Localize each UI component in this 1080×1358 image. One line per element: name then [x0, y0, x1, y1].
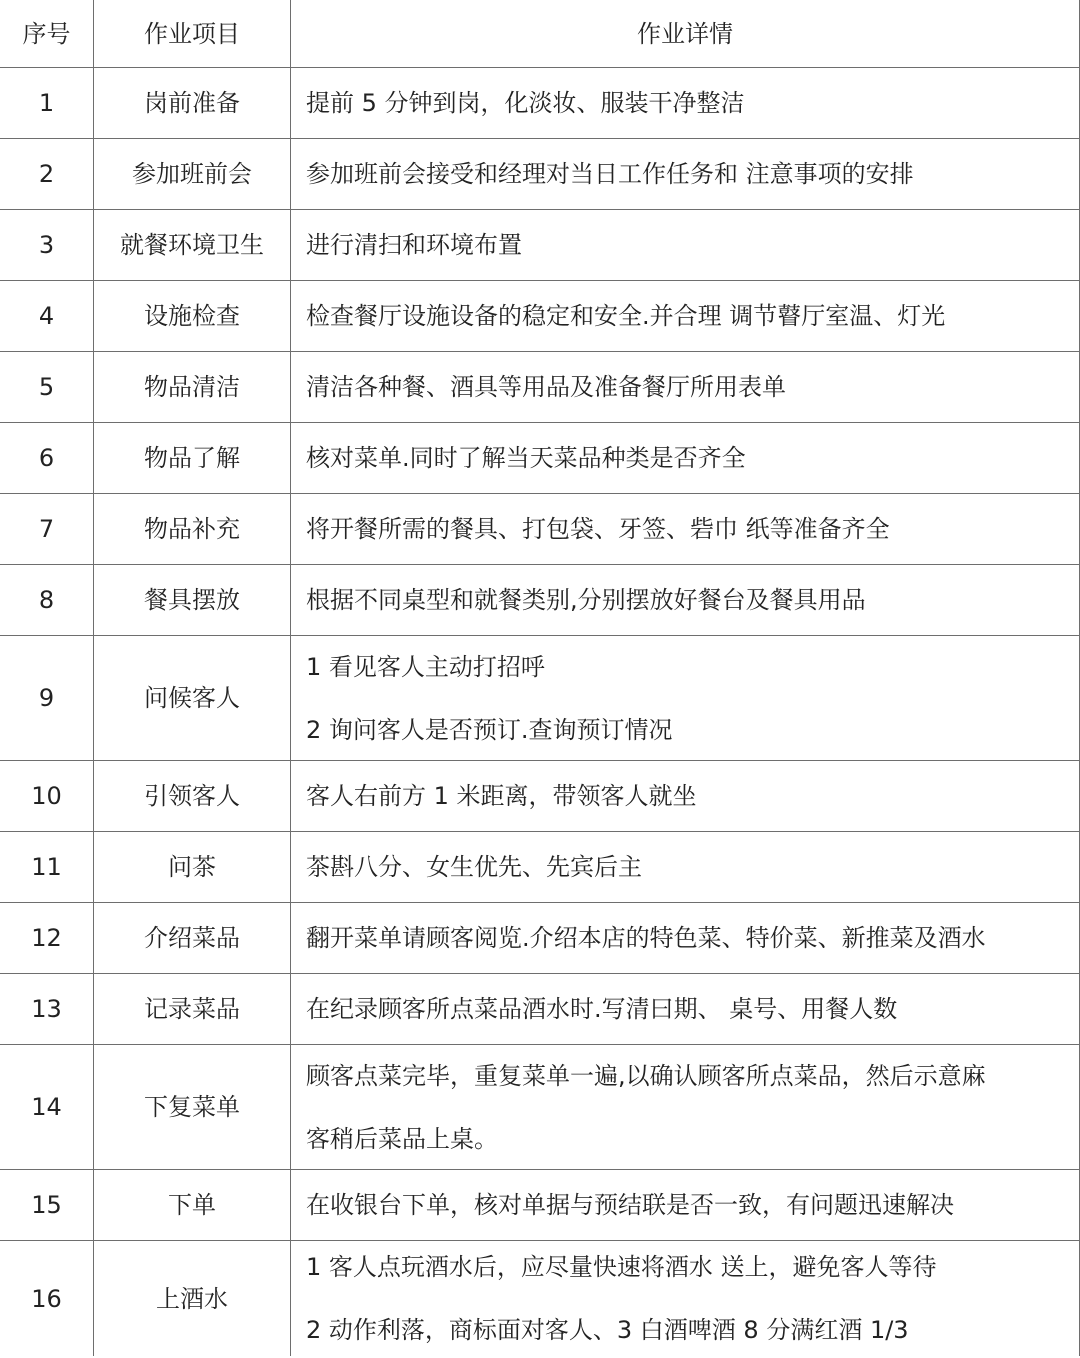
table-row	[0, 761, 1080, 832]
table-row	[0, 68, 1080, 139]
row-detail	[291, 832, 1080, 903]
row-detail	[291, 1045, 1080, 1170]
row-detail	[291, 352, 1080, 423]
row-number: 8	[0, 565, 94, 636]
row-detail	[291, 139, 1080, 210]
row-number: 4	[0, 281, 94, 352]
row-detail	[291, 68, 1080, 139]
table-row	[0, 1170, 1080, 1241]
row-number: 6	[0, 423, 94, 494]
row-item: 记录菜品	[94, 974, 291, 1045]
row-number: 12	[0, 903, 94, 974]
detail-line: 2 动作利落，商标面对客人、3 白酒啤酒 8 分满红酒 1/3	[306, 1316, 909, 1344]
table-row	[0, 494, 1080, 565]
detail-line: 根据不同桌型和就餐类别,分别摆放好餐台及餐具用品	[306, 586, 866, 614]
row-item: 设施检查	[94, 281, 291, 352]
detail-line: 翻开菜单请顾客阅览.介绍本店的特色菜、特价菜、新推菜及酒水	[306, 924, 986, 952]
row-item: 餐具摆放	[94, 565, 291, 636]
detail-line: 在收银台下单，核对单据与预结联是否一致，有问题迅速解决	[306, 1191, 954, 1219]
row-item: 物品补充	[94, 494, 291, 565]
detail-line: 顾客点菜完毕，重复菜单一遍,以确认顾客所点菜品，然后示意麻	[306, 1061, 986, 1090]
row-number: 7	[0, 494, 94, 565]
row-detail	[291, 636, 1080, 761]
detail-line: 1 客人点玩酒水后，应尽量快速将酒水 送上，避免客人等待	[306, 1253, 937, 1281]
table-row	[0, 1241, 1080, 1357]
table-row	[0, 423, 1080, 494]
table-row	[0, 974, 1080, 1045]
detail-line: 客稍后菜品上桌。	[306, 1124, 498, 1153]
header-no: 序号	[0, 0, 94, 68]
table-row	[0, 636, 1080, 761]
row-number: 1	[0, 68, 94, 139]
detail-line: 客人右前方 1 米距离，带领客人就坐	[306, 782, 697, 810]
row-detail	[291, 565, 1080, 636]
row-item: 物品了解	[94, 423, 291, 494]
detail-line: 将开餐所需的餐具、打包袋、牙签、砦巾 纸等准备齐全	[306, 515, 890, 543]
table-row	[0, 565, 1080, 636]
table-row	[0, 210, 1080, 281]
row-detail	[291, 761, 1080, 832]
detail-line: 茶斟八分、女生优先、先宾后主	[306, 853, 642, 881]
row-number: 10	[0, 761, 94, 832]
row-number: 14	[0, 1045, 94, 1170]
row-number: 13	[0, 974, 94, 1045]
detail-line: 进行清扫和环境布置	[306, 231, 522, 259]
row-detail	[291, 1170, 1080, 1241]
row-item: 引领客人	[94, 761, 291, 832]
row-item: 就餐环境卫生	[94, 210, 291, 281]
detail-line: 核对菜单.同时了解当天菜品种类是否齐全	[306, 444, 746, 472]
row-number: 5	[0, 352, 94, 423]
table-row	[0, 139, 1080, 210]
row-item: 下复菜单	[94, 1045, 291, 1170]
row-item: 物品清洁	[94, 352, 291, 423]
detail-line: 清洁各种餐、酒具等用品及准备餐厅所用表单	[306, 373, 786, 401]
row-detail	[291, 903, 1080, 974]
row-detail	[291, 210, 1080, 281]
row-number: 15	[0, 1170, 94, 1241]
row-item: 上酒水	[94, 1241, 291, 1357]
header-item: 作业项目	[94, 0, 291, 68]
table-row	[0, 352, 1080, 423]
detail-line: 在纪录顾客所点菜品酒水时.写清曰期、 桌号、用餐人数	[306, 995, 898, 1023]
row-number: 16	[0, 1241, 94, 1357]
row-detail	[291, 281, 1080, 352]
row-item: 参加班前会	[94, 139, 291, 210]
table-row	[0, 903, 1080, 974]
row-item: 问候客人	[94, 636, 291, 761]
table-row	[0, 281, 1080, 352]
table-row	[0, 832, 1080, 903]
row-number: 11	[0, 832, 94, 903]
row-item: 下单	[94, 1170, 291, 1241]
detail-line: 参加班前会接受和经理对当日工作任务和 注意事项的安排	[306, 160, 914, 188]
row-item: 岗前准备	[94, 68, 291, 139]
row-detail	[291, 974, 1080, 1045]
row-number: 2	[0, 139, 94, 210]
row-detail	[291, 494, 1080, 565]
detail-line: 提前 5 分钟到岗，化淡妆、服装干净整洁	[306, 89, 745, 117]
header-detail: 作业详情	[291, 0, 1080, 68]
row-number: 9	[0, 636, 94, 761]
row-detail	[291, 423, 1080, 494]
detail-line: 2 询问客人是否预订.查询预订情况	[306, 715, 673, 744]
detail-line: 检查餐厅设施设备的稳定和安全.并合理 调节瞽厅室温、灯光	[306, 302, 946, 330]
row-item: 问茶	[94, 832, 291, 903]
row-detail	[291, 1241, 1080, 1357]
row-item: 介绍菜品	[94, 903, 291, 974]
table-row	[0, 1045, 1080, 1170]
row-number: 3	[0, 210, 94, 281]
detail-line: 1 看见客人主动打招呼	[306, 652, 545, 681]
table-header-row	[0, 0, 1080, 68]
